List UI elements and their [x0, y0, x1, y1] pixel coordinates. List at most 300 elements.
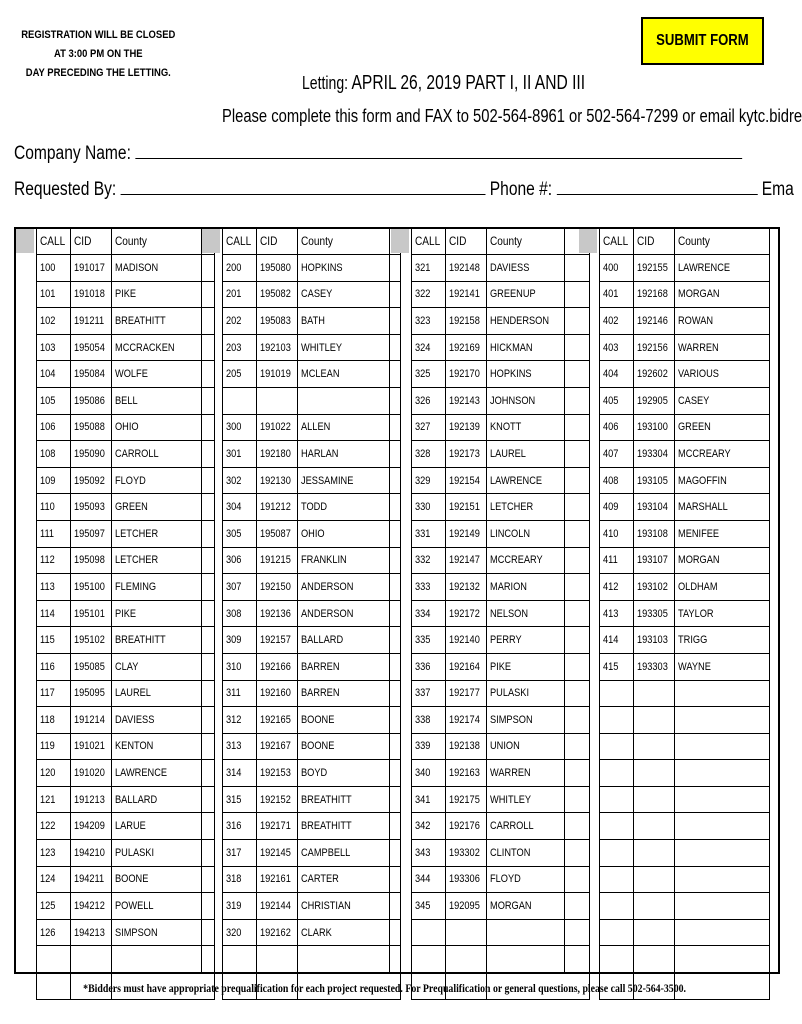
call-cell: [37, 866, 71, 893]
call-number: 104: [40, 368, 56, 381]
county-name: LETCHER: [490, 501, 534, 514]
call-cell: [412, 414, 446, 441]
county-cell: [298, 520, 401, 547]
cid-cell: [446, 813, 487, 840]
county-name: DAVIESS: [490, 261, 530, 274]
county-name: OLDHAM: [677, 580, 718, 593]
county-name: ROWAN: [677, 314, 714, 327]
county-cell: [674, 467, 769, 494]
call-number: 335: [415, 634, 431, 647]
call-number: 405: [603, 394, 619, 407]
table-row: [412, 281, 590, 308]
county-name: TAYLOR: [677, 607, 714, 620]
call-number: 407: [603, 447, 619, 460]
cid-cell: [71, 334, 112, 361]
county-cell: [298, 946, 401, 973]
county-name: LETCHER: [115, 554, 159, 567]
county-name: CARROLL: [115, 447, 159, 460]
cid-cell: [634, 866, 675, 893]
cid-cell: [634, 574, 675, 601]
header-shade: [202, 229, 220, 253]
cid-value: 193306: [449, 873, 480, 886]
county-name: MCCREARY: [677, 447, 731, 460]
cid-value: 192130: [260, 474, 291, 487]
county-name: PULASKI: [490, 687, 530, 700]
county-name: CLAY: [115, 660, 139, 673]
call-cell: [412, 600, 446, 627]
cid-value: 192166: [260, 660, 291, 673]
county-name: WHITLEY: [301, 341, 343, 354]
cid-value: 192162: [260, 926, 291, 939]
table-row: [600, 281, 770, 308]
column-header-text: County: [677, 234, 710, 248]
call-number: 201: [226, 288, 242, 301]
cid-value: 195092: [74, 474, 105, 487]
call-number: 343: [415, 846, 431, 859]
call-cell: [37, 893, 71, 920]
county-name: CASEY: [301, 288, 333, 301]
spacer-column: [14, 227, 36, 974]
call-number: 120: [40, 767, 56, 780]
cid-cell: [634, 467, 675, 494]
table-row: [600, 653, 770, 680]
call-number: 402: [603, 314, 619, 327]
county-cell: [112, 494, 215, 521]
call-number: 315: [226, 793, 242, 806]
county-cell: [112, 281, 215, 308]
call-cell: [412, 946, 446, 973]
call-cell: [37, 574, 71, 601]
cid-value: 191215: [260, 554, 291, 567]
cid-value: 192143: [449, 394, 480, 407]
cid-cell: [446, 893, 487, 920]
cid-cell: [257, 840, 298, 867]
table-row: [37, 813, 215, 840]
cid-cell: [71, 281, 112, 308]
cid-value: 192149: [449, 527, 480, 540]
county-name: BATH: [301, 314, 325, 327]
cid-cell: [446, 414, 487, 441]
call-number: 308: [226, 607, 242, 620]
table-row: [223, 760, 401, 787]
call-number: 105: [40, 394, 56, 407]
county-cell: [112, 600, 215, 627]
call-cell: [37, 281, 71, 308]
county-name: MCCRACKEN: [115, 341, 175, 354]
call-cell: [37, 786, 71, 813]
spacer-column: [389, 227, 411, 974]
table-row: [37, 520, 215, 547]
county-name: NELSON: [490, 607, 529, 620]
county-name: BOYD: [301, 767, 328, 780]
county-cell: [298, 334, 401, 361]
county-cell: [112, 255, 215, 282]
county-cell: [674, 255, 769, 282]
table-row: [412, 760, 590, 787]
cid-value: 195084: [74, 368, 105, 381]
county-name: JOHNSON: [490, 394, 536, 407]
call-number: 409: [603, 501, 619, 514]
county-name: BOONE: [301, 740, 335, 753]
table-row: [600, 308, 770, 335]
county-cell: [298, 574, 401, 601]
county-cell: [674, 946, 769, 973]
county-cell: [298, 733, 401, 760]
county-cell: [298, 813, 401, 840]
cid-cell: [634, 494, 675, 521]
column-header: [600, 228, 634, 255]
county-name: BARREN: [301, 687, 340, 700]
county-cell: [112, 813, 215, 840]
cid-cell: [634, 520, 675, 547]
call-number: 310: [226, 660, 242, 673]
cid-value: 191021: [74, 740, 105, 753]
cid-value: 192146: [637, 314, 668, 327]
cid-cell: [257, 361, 298, 388]
cid-cell: [257, 387, 298, 414]
county-cell: [674, 494, 769, 521]
table-row: [37, 893, 215, 920]
cid-cell: [257, 308, 298, 335]
cid-value: 193102: [637, 580, 668, 593]
call-cell: [223, 946, 257, 973]
requested-by-label: Requested By:: [14, 179, 117, 200]
call-number: 323: [415, 314, 431, 327]
call-number: 313: [226, 740, 242, 753]
call-number: 345: [415, 900, 431, 913]
cid-value: 192157: [260, 634, 291, 647]
cid-value: 193303: [637, 660, 668, 673]
call-cell: [37, 520, 71, 547]
cid-value: 191212: [260, 501, 291, 514]
call-number: 330: [415, 501, 431, 514]
cid-cell: [446, 919, 487, 946]
submit-form-button[interactable]: SUBMIT FORM: [641, 17, 764, 65]
table-row: [223, 840, 401, 867]
cid-cell: [446, 653, 487, 680]
cid-value: 193107: [637, 554, 668, 567]
county-name: WHITLEY: [490, 793, 532, 806]
call-cell: [412, 627, 446, 654]
table-row: [412, 600, 590, 627]
table-row: [37, 627, 215, 654]
county-name: SIMPSON: [490, 713, 533, 726]
county-cell: [298, 281, 401, 308]
county-cell: [112, 361, 215, 388]
table-row: [37, 547, 215, 574]
cid-value: 195095: [74, 687, 105, 700]
call-number: 307: [226, 580, 242, 593]
table-row: [412, 414, 590, 441]
county-cell: [674, 707, 769, 734]
cid-cell: [71, 574, 112, 601]
call-number: 320: [226, 926, 242, 939]
call-number: 118: [40, 713, 55, 726]
cid-cell: [634, 627, 675, 654]
cid-value: 194209: [74, 820, 105, 833]
column-header: [71, 228, 112, 255]
cid-value: 192164: [449, 660, 480, 673]
table-row: [412, 627, 590, 654]
call-number: 338: [415, 713, 431, 726]
call-cell: [600, 893, 634, 920]
table-row: [412, 680, 590, 707]
cid-cell: [71, 441, 112, 468]
column-header-text: CALL: [603, 234, 629, 248]
county-cell: [298, 467, 401, 494]
cid-value: 192172: [449, 607, 480, 620]
cid-value: 192156: [637, 341, 668, 354]
table-row: [223, 281, 401, 308]
column-header: [112, 228, 215, 255]
county-name: KENTON: [115, 740, 154, 753]
column-header: [446, 228, 487, 255]
cid-cell: [71, 361, 112, 388]
cid-cell: [71, 786, 112, 813]
call-number: 121: [40, 793, 56, 806]
cid-cell: [257, 281, 298, 308]
call-number: 116: [40, 660, 55, 673]
cid-value: 192154: [449, 474, 480, 487]
county-name: HARLAN: [301, 447, 339, 460]
cid-value: 194213: [74, 926, 105, 939]
call-cell: [223, 574, 257, 601]
call-number: 309: [226, 634, 242, 647]
county-cell: [298, 441, 401, 468]
cid-cell: [446, 255, 487, 282]
call-cell: [600, 334, 634, 361]
call-cell: [223, 840, 257, 867]
call-number: 112: [40, 554, 55, 567]
county-name: PIKE: [490, 660, 512, 673]
county-cell: [674, 893, 769, 920]
call-number: 400: [603, 261, 619, 274]
cid-value: 192155: [637, 261, 668, 274]
county-cell: [112, 707, 215, 734]
cid-value: 192170: [449, 368, 480, 381]
county-name: TRIGG: [677, 634, 708, 647]
cid-value: 192136: [260, 607, 291, 620]
cid-value: 192158: [449, 314, 480, 327]
table-row: [223, 361, 401, 388]
call-cell: [223, 680, 257, 707]
call-cell: [412, 281, 446, 308]
cid-cell: [71, 387, 112, 414]
phone-field[interactable]: [556, 178, 757, 195]
call-cell: [223, 707, 257, 734]
table-row: [37, 946, 215, 973]
county-cell: [112, 733, 215, 760]
county-cell: [674, 281, 769, 308]
county-cell: [674, 733, 769, 760]
call-cell: [412, 707, 446, 734]
table-row: [37, 786, 215, 813]
call-cell: [600, 600, 634, 627]
cid-value: 191213: [74, 793, 105, 806]
call-number: 340: [415, 767, 431, 780]
county-cell: [112, 627, 215, 654]
call-cell: [37, 653, 71, 680]
county-name: HICKMAN: [490, 341, 533, 354]
cid-value: 192160: [260, 687, 291, 700]
table-row: [412, 707, 590, 734]
column-header: [674, 228, 769, 255]
call-number: 314: [226, 767, 242, 780]
county-name: MADISON: [115, 261, 159, 274]
county-cell: [112, 919, 215, 946]
call-number: 200: [226, 261, 242, 274]
county-cell: [298, 627, 401, 654]
cid-cell: [634, 813, 675, 840]
call-number: 125: [40, 900, 56, 913]
table-row: [600, 547, 770, 574]
cid-value: 193304: [637, 447, 668, 460]
table-row: [412, 786, 590, 813]
cid-cell: [634, 919, 675, 946]
call-cell: [600, 627, 634, 654]
call-cell: [223, 281, 257, 308]
cid-value: 195101: [74, 607, 105, 620]
cid-value: 192150: [260, 580, 291, 593]
county-name: BALLARD: [115, 793, 158, 806]
county-cell: [298, 600, 401, 627]
county-cell: [674, 600, 769, 627]
table-row: [600, 441, 770, 468]
call-number: 321: [415, 261, 431, 274]
table-row: [37, 733, 215, 760]
table-row: [223, 733, 401, 760]
column-header-text: CALL: [415, 234, 441, 248]
cid-cell: [71, 494, 112, 521]
county-cell: [112, 547, 215, 574]
call-number: 325: [415, 368, 431, 381]
call-cell: [412, 919, 446, 946]
cid-value: 192141: [449, 288, 480, 301]
cid-cell: [446, 334, 487, 361]
table-row: [412, 733, 590, 760]
cid-cell: [446, 308, 487, 335]
county-cell: [298, 494, 401, 521]
cid-cell: [257, 653, 298, 680]
cid-cell: [634, 308, 675, 335]
cid-value: 195082: [260, 288, 291, 301]
call-number: 322: [415, 288, 431, 301]
call-cell: [37, 627, 71, 654]
cid-cell: [71, 467, 112, 494]
county-cell: [112, 786, 215, 813]
county-cell: [298, 786, 401, 813]
table-row: [223, 946, 401, 973]
call-number: 301: [226, 447, 242, 460]
cid-cell: [71, 840, 112, 867]
call-cell: [600, 866, 634, 893]
table-row: [412, 840, 590, 867]
call-number: 114: [40, 607, 55, 620]
notice-line: REGISTRATION WILL BE CLOSED: [21, 29, 176, 41]
call-cell: [37, 361, 71, 388]
call-cell: [37, 547, 71, 574]
county-name: CAMPBELL: [301, 846, 351, 859]
county-cell: [674, 441, 769, 468]
call-cell: [223, 387, 257, 414]
call-column-section: [36, 227, 215, 1000]
call-cell: [223, 786, 257, 813]
call-cell: [37, 441, 71, 468]
call-number: 341: [415, 793, 431, 806]
table-row: [600, 813, 770, 840]
cid-cell: [257, 414, 298, 441]
cid-value: 193108: [637, 527, 668, 540]
cid-cell: [634, 547, 675, 574]
call-number: 332: [415, 554, 431, 567]
call-cell: [600, 387, 634, 414]
requested-by-field[interactable]: [121, 178, 486, 195]
cid-value: 195097: [74, 527, 105, 540]
county-name: GREEN: [115, 501, 148, 514]
call-cell: [223, 919, 257, 946]
column-header: [223, 228, 257, 255]
call-number: 202: [226, 314, 242, 327]
call-cell: [223, 547, 257, 574]
cid-cell: [71, 733, 112, 760]
instructions: Please complete this form and FAX to 502-564-8961 or 502-564-7299 or email kytc.bidre: [222, 106, 802, 126]
cid-cell: [634, 334, 675, 361]
header-shade: [16, 229, 34, 253]
table-row: [600, 387, 770, 414]
call-cell: [600, 414, 634, 441]
call-cell: [600, 520, 634, 547]
cid-value: 195083: [260, 314, 291, 327]
cid-cell: [446, 361, 487, 388]
cid-value: 191018: [74, 288, 105, 301]
call-cell: [223, 255, 257, 282]
cid-cell: [446, 387, 487, 414]
cid-cell: [257, 627, 298, 654]
cid-cell: [634, 281, 675, 308]
cid-cell: [257, 893, 298, 920]
table-row: [37, 255, 215, 282]
cid-cell: [634, 414, 675, 441]
cid-value: 195080: [260, 261, 291, 274]
call-number: 415: [603, 660, 619, 673]
county-name: LETCHER: [115, 527, 159, 540]
call-number: 311: [226, 687, 241, 700]
company-name-field[interactable]: [135, 142, 742, 159]
company-name-label: Company Name:: [14, 143, 131, 164]
call-number: 331: [415, 527, 431, 540]
requested-by-row: [14, 178, 794, 201]
table-row: [412, 946, 590, 973]
county-name: LAWRENCE: [490, 474, 543, 487]
call-number: 203: [226, 341, 242, 354]
call-cell: [600, 813, 634, 840]
table-row: [37, 919, 215, 946]
county-name: LAUREL: [490, 447, 526, 460]
header-row: [412, 228, 590, 255]
cid-value: 192905: [637, 394, 668, 407]
county-name: MAGOFFIN: [677, 474, 727, 487]
cid-cell: [71, 866, 112, 893]
table-row: [223, 520, 401, 547]
table-row: [600, 574, 770, 601]
call-cell: [600, 574, 634, 601]
call-number: 337: [415, 687, 431, 700]
cid-cell: [257, 707, 298, 734]
county-name: ANDERSON: [301, 607, 354, 620]
cid-cell: [257, 600, 298, 627]
call-cell: [600, 946, 634, 973]
table-row: [37, 387, 215, 414]
